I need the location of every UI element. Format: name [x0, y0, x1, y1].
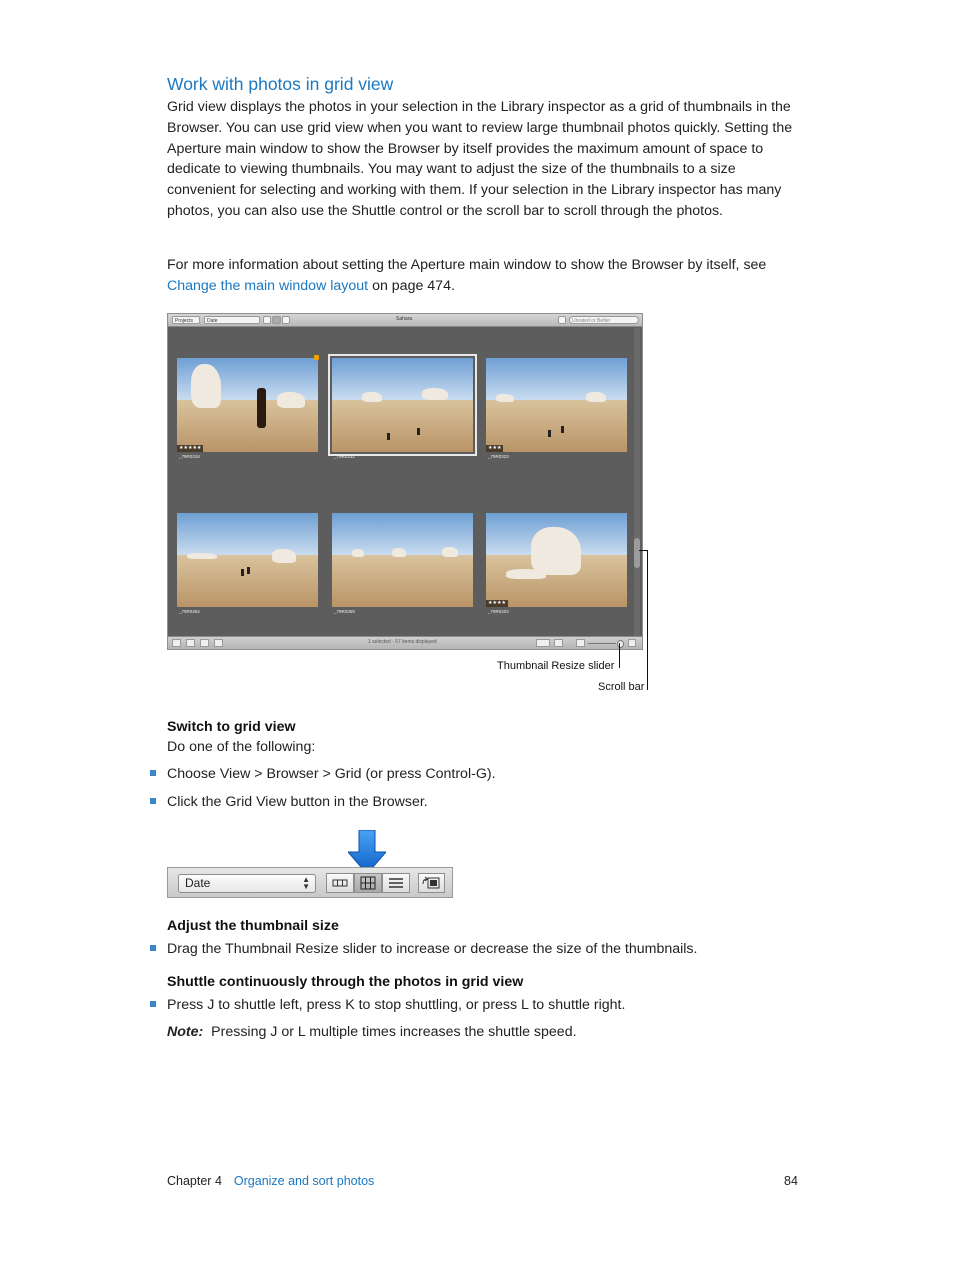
adjust-bullet-text: Drag the Thumbnail Resize slider to increase or decrease the size of the thumbnails.: [167, 941, 698, 957]
section-title: Work with photos in grid view: [167, 74, 394, 94]
shuttle-heading: Shuttle continuously through the photos in grid view: [167, 974, 524, 990]
thumbnail-3-label: _79R0323: [488, 454, 509, 459]
change-layout-link[interactable]: Change the main window layout: [167, 277, 369, 294]
more-info-prefix: For more information about setting the Aperture main window to show the Browser by itself, see: [167, 257, 767, 273]
filmstrip-view-button[interactable]: [326, 873, 354, 893]
chapter-title-link[interactable]: Organize and sort photos: [233, 1174, 375, 1188]
thumbnail-4[interactable]: [177, 513, 318, 607]
rotate-tool-icon[interactable]: [186, 639, 195, 647]
grid-view-button[interactable]: [272, 316, 281, 324]
scroll-bar-callout: Scroll bar: [598, 681, 645, 693]
scroll-thumb[interactable]: [634, 538, 640, 568]
thumbnail-4-label: _79R0354: [179, 609, 200, 614]
bullet-icon: [150, 1001, 156, 1007]
switch-bullet-1-text: Choose View > Browser > Grid (or press Control-G).: [167, 766, 496, 782]
scroll-bar-callout-line: [647, 550, 648, 690]
grid-view-button[interactable]: [354, 873, 382, 893]
shuttle-bullet: [150, 997, 850, 1013]
browser-title: Sahara: [396, 316, 413, 322]
note-label: Note:: [167, 1024, 204, 1040]
switch-bullet-2: [150, 794, 850, 810]
browser-toolbar: [168, 314, 642, 327]
thumbnail-1[interactable]: [177, 358, 318, 452]
badge-icon: [314, 355, 319, 360]
search-field[interactable]: Unrated or Better: [569, 316, 639, 324]
thumbnail-3[interactable]: [486, 358, 627, 452]
list-view-button[interactable]: [382, 873, 410, 893]
adjust-bullet: [150, 941, 850, 957]
browser-toolbar-figure: [167, 867, 453, 898]
more-info-suffix: on page 474.: [368, 277, 455, 294]
thumbnail-1-label: _79R0318: [179, 454, 200, 459]
thumbnail-6-rating: ★★★★: [488, 600, 506, 606]
note-text: Pressing J or L multiple times increases the shuttle speed.: [211, 1024, 577, 1040]
chapter-label: Chapter 4: [167, 1174, 222, 1188]
viewer-swap-icon: [419, 874, 444, 892]
grid-icon: [355, 874, 381, 892]
bullet-icon: [150, 798, 156, 804]
large-thumb-icon: [628, 639, 636, 647]
switch-heading: Switch to grid view: [167, 719, 296, 735]
page-number: 84: [784, 1174, 798, 1188]
stamp-tool-icon[interactable]: [214, 639, 223, 647]
resize-slider-callout-line: [619, 643, 620, 668]
filmstrip-icon: [327, 874, 353, 892]
viewer-toggle-icon[interactable]: [554, 639, 563, 647]
thumbnail-5[interactable]: [332, 513, 473, 607]
filmstrip-view-button[interactable]: [263, 316, 271, 324]
scroll-bar[interactable]: [634, 328, 640, 636]
selection-tool-icon[interactable]: [172, 639, 181, 647]
switch-lead: Do one of the following:: [167, 739, 316, 755]
thumbnail-6[interactable]: [486, 513, 627, 607]
status-text: 1 selected - 57 items displayed: [368, 639, 437, 645]
note: [167, 1024, 577, 1040]
updown-icon: ▲ ▼: [302, 875, 310, 891]
list-icon: [383, 874, 409, 892]
small-thumb-icon: [576, 639, 585, 647]
thumbnail-2[interactable]: [332, 358, 473, 452]
shuttle-control[interactable]: [536, 639, 550, 647]
footer-chapter: [167, 1174, 374, 1188]
intro-paragraph: Grid view displays the photos in your selection in the Library inspector as a grid of thumbnails in the Browser. You can use grid view when you want to review large thumbnail photos quickly. Setting the Aperture main window to show the Browser by itself provides the maximum amount of space to dedicate to viewing thumbnails. You may want to adjust the size of the thumbnails to a size convenient for selecting and working with them. If your selection in the Library inspector has many photos, you can also use the Shuttle control or the scroll bar to scroll through the photos.: [167, 99, 793, 219]
browser-status-bar: [168, 636, 642, 649]
thumbnail-3-rating: ★★★: [488, 445, 502, 451]
sort-select-value: Date: [185, 876, 211, 890]
more-info-paragraph: [167, 255, 807, 297]
lift-tool-icon[interactable]: [200, 639, 209, 647]
thumbnail-6-label: _79R0403: [488, 609, 509, 614]
bullet-icon: [150, 945, 156, 951]
switch-bullet-1: [150, 766, 850, 782]
thumbnail-1-rating: ★★★★★: [179, 445, 202, 451]
browser-grid-screenshot: [167, 313, 643, 650]
shuttle-bullet-text: Press J to shuttle left, press K to stop shuttling, or press L to shuttle right.: [167, 997, 626, 1013]
bullet-icon: [150, 770, 156, 776]
list-view-button[interactable]: [282, 316, 290, 324]
sort-popup[interactable]: Date: [204, 316, 260, 324]
switch-bullet-2-text: Click the Grid View button in the Browser.: [167, 794, 428, 810]
filter-icon[interactable]: [558, 316, 566, 324]
thumbnail-resize-slider[interactable]: [588, 643, 616, 644]
thumbnail-2-label: _79R0332: [334, 454, 355, 459]
adjust-heading: Adjust the thumbnail size: [167, 918, 339, 934]
projects-button[interactable]: Projects: [172, 316, 200, 324]
thumbnail-5-label: _79R0359: [334, 609, 355, 614]
resize-slider-callout: Thumbnail Resize slider: [497, 660, 615, 672]
sort-select[interactable]: [178, 874, 316, 893]
switch-viewer-button[interactable]: [418, 873, 445, 893]
